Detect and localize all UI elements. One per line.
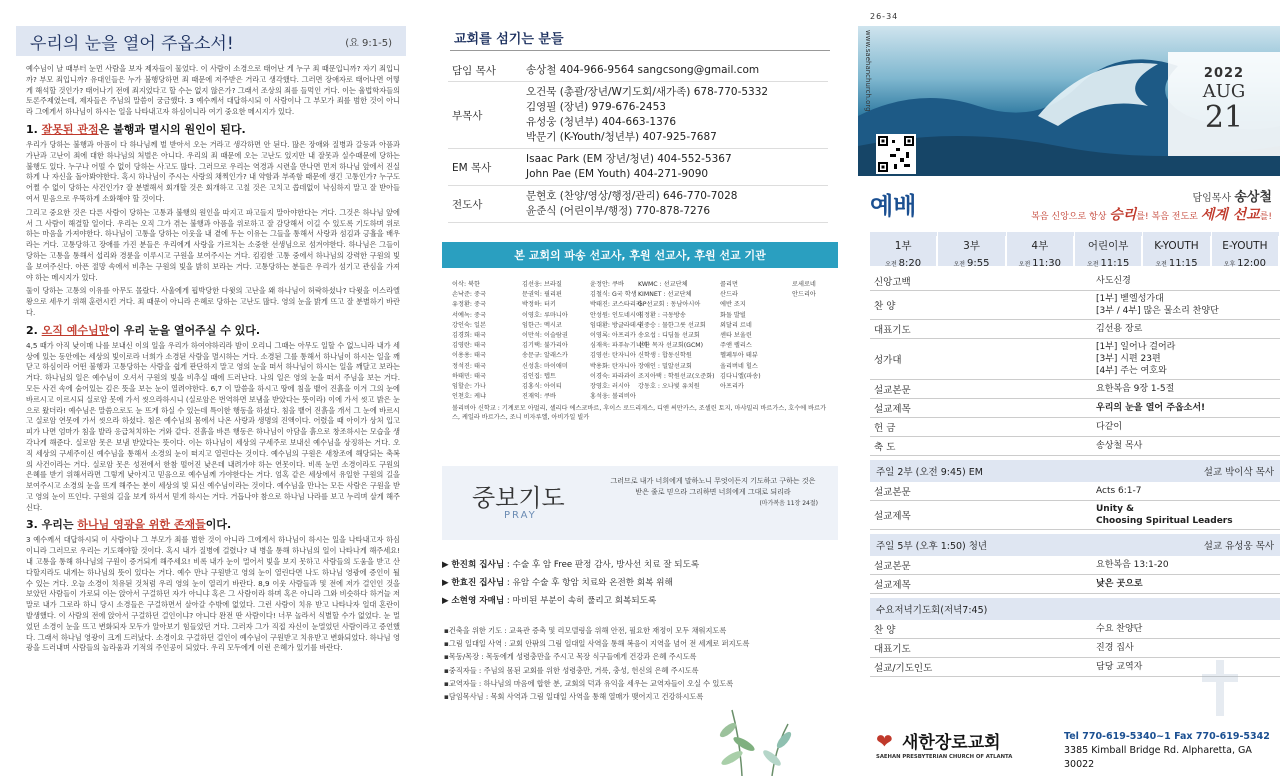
- mission-entry: 에반 조지: [720, 301, 746, 309]
- staff-row: [448, 82, 828, 149]
- service-name: 4부: [1007, 236, 1074, 253]
- mission-entry: 외달리 르네: [720, 321, 752, 329]
- mission-entry: 박정하: 터키: [522, 301, 556, 309]
- mission-entry: 김홍식: 아이티: [522, 383, 562, 391]
- mission-entry: 조지아택 : 학원선교(오준화): [638, 372, 715, 380]
- mission-entry: 이영록: 아프리카: [590, 332, 636, 340]
- order-value-line: [3부 / 4부] 많은 물소리 찬양단: [1096, 306, 1219, 316]
- service-name: 1부: [870, 236, 937, 253]
- staff-person: 송상철 404-966-9564 sangcsong@gmail.com: [526, 64, 760, 76]
- section-title: 수요저녁기도회(저녁7:45): [876, 605, 988, 616]
- order-value-line: Choosing Spiritual Leaders: [1096, 516, 1233, 526]
- mission-entry: 이삭: 북한: [452, 281, 480, 288]
- order-row: [870, 320, 1280, 339]
- sermon-paragraph: 4,5 때가 아직 낮이매 나를 보내신 이의 일을 우리가 하여야하리라 밤이 오리니 그때는 아무도 일할 수 없느니라 내가 세상에 있는 동안에는 세상의 빛이로라 너희가 소경된 사람을 멸시하는 거다. 소경된 그를 통해서 하나님이 하시는 일을 깨닫고 하심이라 어떤 불행과 고통당하는 사람을 쉽게 판단하지 말고 영의 눈을 떠서 하나님이 하시는 일을 깨달고 보라는 거다. 하나님의 일은 예수님이 오셔서 구원의 빛을 비추실 때에 드러난다. 나의 일은 영의 눈을 떠서 주님을 보는 거다. 모든 사건 속에 숨어있는 깊은 뜻을 보는 눈이 열려야한다. 6,7 이 말씀을 하시고 땅에 침을 뱉어 진흙을 이겨 그의 눈에 바르시고 이르시되 실로암 못에 가서 씻으라하시니 (실로암은 번역하면 보냄을 받았다는 뜻이라) 이에 가서 씻고 밝은 눈으로 왔더라! 예수님은 말씀으로도 눈 뜨게 하실 수 있는데 특이한 행동을 하셨다. 침을 뱉어 진흙을 개서 그 눈에 바르시고 실로암 연못에 가서 씻으라 하셨다. 침은 예수님의 몸에서 나온 사랑과 생명의 진액이다. 어렸을 때 아이가 상처 입고 피가 나면 엄마가 침을 발라 응급처치하는 거와 같다. 진흙을 바른 행동은 하나님이 아담을 흙으로 창조하시는 모습을 생각나게 해준다. 실로암 못은 보냄 받았다는 뜻이다. 이는 하나님이 세상의 구세주로 보내신 예수님을 상징하는 거다. 오직 세상의 구세주이신 예수님을 통해서 소경의 눈이 떠지고 열린다는 것이다. 예수님의 구원은 새창조에 해당되는 축복의 사건이라는 거다. 실로암 못은 성전에서 한참 떨어진 낮은데 내려가야 하는 연못이다. 비록 눈먼 소경이라도 구원의 은혜를 받기 위해서라면 그렇게 낮아지고 믿음으로 예수님께 가야한다는 거다. 엄혹 같은 세상에서 유일한 구원의 길을 보여주시고 소경의 눈을 뜨게 해주는 분이 세상의 빛 되신 예수님이라는 것이다. 예수님을 만나는 모든 사람은 구원을 받고 영의 눈이 뜨인다. 구원의 길을 보게 하셔서 믿게 하시는 거다. 거듭나야 참으로 하나님 나라를 보고 누리며 살게 해주신다.: [26, 340, 400, 512]
- order-value-line: 김선용 장로: [1096, 324, 1143, 334]
- order-value-line: [4부] 주는 여호와: [1096, 366, 1167, 376]
- service-ampm: 오전: [1087, 261, 1101, 268]
- mission-entry: 윤정안: 쿠바: [590, 281, 624, 288]
- order-value: [1096, 421, 1122, 433]
- mission-entry: 강인숙: 일본: [452, 321, 486, 329]
- mission-entry: [792, 392, 838, 402]
- mission-entry: 이경숙: 파라과이: [590, 372, 636, 380]
- order-row: [870, 291, 1280, 320]
- bullet-icon: ▪: [444, 652, 449, 662]
- address: 3385 Kimball Bridge Rd. Alpharetta, GA 30022: [1064, 745, 1252, 770]
- mission-entry: [792, 311, 838, 321]
- page-range: 26-34: [870, 12, 899, 21]
- prayer-note-text: 그림 일대일 사역 : 교회 안팎의 그림 일대일 사역을 통해 복음이 지역을 넘어 전 세계로 퍼지도록: [448, 639, 750, 649]
- divider: [450, 50, 830, 51]
- mission-entry: 김정환 : 극동방송: [638, 311, 686, 319]
- staff-row: [448, 149, 828, 186]
- order-value: [1096, 402, 1205, 414]
- sermon-paragraph: 그리고 중요한 것은 다른 사람이 당하는 고통과 불행의 원인을 따지고 파고들지 말아야한다는 거다. 그것은 하나님 앞에서 그 사람이 해결할 일이다. 우리는 오직 그가 겪는 불행과 아픔을 위로하고 잘 감당해서 이길 수 있도록 기도하며 위로하는 마음을 가져야한다. 하나님이 고통을 당하는 이웃을 내 곁에 두는 이유는 그들을 통해서 사랑과 섬김과 긍휼을 배우라는 거다. 고통당하고 장애를 가진 분들은 우리에게 사랑을 가르치는 소중한 선생님으로 섬겨야한다. 하나님은 그들이 당하는 고통을 통해서 섭리와 경륜을 이루시고 구원을 보여주시는 거다. 킴킴한 고통 중에서 하나님의 강력한 구원의 빛을 보여주신다. 아픈 절망 속에서 비추는 구원의 빛을 밝히 보라는 거다. 고통당하는 분들은 우리가 섬기고 관심을 가져야 하는 메시지가 있다.: [26, 207, 400, 282]
- order-value: [1096, 503, 1233, 527]
- order-value-line: Acts 6:1-7: [1096, 486, 1142, 496]
- mission-entry: [792, 341, 838, 351]
- mission-entry: 장영호: 러시아: [590, 383, 630, 391]
- order-value: [1096, 642, 1134, 654]
- mission-entry: 강동호 : 오나빛 유치원: [638, 383, 700, 391]
- sermon-point-2: 2. 오직 예수님만이 우리 눈을 열어주실 수 있다.: [26, 323, 261, 337]
- service-hour: 8:20: [898, 258, 922, 269]
- sermon-body: [26, 64, 400, 770]
- mission-entry: 김경희: 태국: [452, 332, 486, 340]
- mission-entry: 주앤 렐리스: [720, 342, 752, 350]
- order-value: [1096, 275, 1131, 287]
- sermon-title: 우리의 눈을 열어 주옵소서!: [30, 33, 234, 54]
- cross-icon: [1198, 660, 1242, 716]
- order-row: [870, 272, 1280, 291]
- qr-code-icon: [876, 134, 916, 174]
- service-ampm: 오후: [1223, 261, 1238, 268]
- church-logo: [876, 728, 1013, 760]
- mission-entry: 신성훈: 마이애미: [522, 362, 568, 370]
- mission-entry: 산드라: [720, 291, 738, 299]
- prayer-subtitle: PRAY: [504, 510, 537, 521]
- staff-row: [448, 60, 828, 82]
- mission-entry: [792, 362, 838, 372]
- service-clock: [1007, 253, 1074, 271]
- mission-entry: 김인집: 텝트: [522, 372, 556, 380]
- phone-fax: Tel 770-619-5340~1 Fax 770-619-5342: [1064, 731, 1270, 742]
- service-clock: [870, 253, 937, 271]
- prayer-header: [442, 466, 838, 540]
- staff-person: 오건묵 (총괄/장년/W기도회/새가족) 678-770-5332: [526, 86, 769, 98]
- prayer-bullet-icon: ▶: [442, 560, 452, 570]
- section-title: 주일 2부 (오전 9:45) EM: [876, 467, 983, 478]
- prayer-text: : 수술 후 암 Free 판정 감사, 방사선 치료 잘 되도록: [504, 560, 700, 570]
- service-hour: 9:55: [967, 258, 990, 269]
- mission-entry: 아프리카: [720, 383, 744, 391]
- date-month: AUG: [1202, 81, 1246, 102]
- order-value-line: 진경 집사: [1096, 643, 1134, 653]
- mission-entry: 홍석웅: 볼리비아: [590, 393, 636, 401]
- order-label: 설교제목: [874, 404, 911, 415]
- order-label: 헌 금: [874, 423, 896, 434]
- order-label: 성가대: [874, 355, 902, 366]
- order-value-line: [1부] 일어나 걸어라: [1096, 342, 1176, 352]
- staff-people: [526, 152, 732, 182]
- bullet-icon: ▪: [444, 665, 449, 675]
- service-section-header: [870, 460, 1280, 482]
- mission-entry: 콜리먼: [720, 281, 738, 288]
- staff-person: 박문기 (K-Youth/청년부) 407-925-7687: [526, 131, 717, 143]
- mission-entry: 김선웅: 브라질: [522, 281, 562, 288]
- staff-column: [422, 0, 858, 776]
- mission-entry: 이영호: 루마니아: [522, 311, 568, 319]
- order-value: [1096, 485, 1141, 497]
- staff-person: 윤준식 (어린이부/행정) 770-878-7276: [526, 205, 711, 217]
- mission-entry: GP선교회 : 동남아시아: [638, 301, 701, 309]
- mission-entry: 임한근: 멕시코: [522, 321, 562, 329]
- section-preacher: 설교 유성웅 목사: [1203, 541, 1274, 552]
- wave-image: [858, 26, 1280, 176]
- order-row: [870, 556, 1280, 575]
- prayer-name: 한진희 집사님: [451, 560, 505, 570]
- prayer-note: [444, 664, 844, 677]
- order-value-line: 송상철 목사: [1096, 441, 1143, 451]
- prayer-item: [442, 574, 838, 592]
- worship-order: [870, 272, 1280, 677]
- mission-entry: 신학생 : 합동신학원: [638, 352, 692, 360]
- order-label: 신앙고백: [874, 277, 911, 288]
- church-footer: [870, 720, 1280, 776]
- mission-entry: 박용화: 탄자니아: [590, 362, 636, 370]
- order-value-line: [3부] 시편 23편: [1096, 354, 1161, 364]
- staff-person: 김영필 (장년) 979-676-2453: [526, 101, 666, 113]
- mission-entry: 선한 목자 선교회(GCM): [638, 342, 704, 350]
- church-name-en: SAEHAN PRESBYTERIAN CHURCH OF ATLANTA: [876, 754, 1013, 760]
- mission-entry: 올리버네 힐스: [720, 362, 758, 370]
- order-label: 찬 양: [874, 301, 896, 312]
- service-name: K-YOUTH: [1143, 236, 1210, 253]
- order-value-line: 담당 교역자: [1096, 662, 1143, 672]
- staff-person: John Pae (EM Youth) 404-271-9090: [526, 168, 709, 180]
- prayer-name: 한효진 집사님: [451, 578, 505, 588]
- mission-entry: 서예녹: 중국: [452, 311, 486, 319]
- order-value: [1096, 661, 1142, 673]
- order-value: [1096, 293, 1219, 317]
- prayer-note-text: 담임목사님 : 목회 사역과 그림 일대일 사역을 통해 열매가 맺어지고 건강하시도록: [448, 692, 704, 702]
- service-clock: [1143, 253, 1210, 271]
- mission-entry: 문권익: 필리핀: [522, 291, 562, 299]
- prayer-list: [442, 556, 838, 610]
- sermon-point-1: 1. 잘못된 관점은 불행과 멸시의 원인이 된다.: [26, 122, 246, 136]
- service-time: [938, 232, 1006, 271]
- order-value-line: 다같이: [1096, 422, 1123, 432]
- order-label: 축 도: [874, 442, 896, 453]
- mission-entry: [720, 392, 792, 402]
- staff-list: [448, 60, 828, 223]
- mission-entry: 하태민: 태국: [452, 372, 486, 380]
- mission-entry: 송문규: 알래스카: [522, 352, 568, 360]
- order-row: [870, 482, 1280, 501]
- prayer-verse: 그러므로 내가 너희에게 말하노니 무엇이든지 기도하고 구하는 것은 받은 줄로 믿으라 그리하면 너희에게 그대로 되리라 (마가복음 11장 24절): [610, 477, 818, 507]
- bullet-icon: ▪: [444, 639, 449, 649]
- order-label: 설교본문: [874, 487, 911, 498]
- staff-people: [526, 85, 768, 145]
- mission-entry: 임대환: 방글라데시: [590, 321, 642, 329]
- order-row: [870, 339, 1280, 380]
- mission-entry: 이용용: 태국: [452, 352, 486, 360]
- order-value: [1096, 440, 1142, 452]
- leaf-decoration: [672, 700, 812, 776]
- prayer-name: 소현영 자매님: [451, 596, 505, 606]
- mission-entry: 김영선: 탄자니아: [590, 352, 636, 360]
- date-day: 21: [1204, 100, 1244, 135]
- order-value-line: Unity &: [1096, 504, 1134, 514]
- order-row: [870, 620, 1280, 639]
- prayer-text: : 유암 수술 후 항암 치료와 온전한 회복 위해: [504, 578, 673, 588]
- prayer-note-text: 중직자들 : 주님의 몸된 교회를 위한 성령충만, 거룩, 충성, 헌신의 은혜 주시도록: [448, 665, 699, 675]
- staff-person: 유성웅 (청년부) 404-663-1376: [526, 116, 677, 128]
- date-year: 2022: [1203, 66, 1245, 81]
- prayer-note: [444, 650, 844, 663]
- prayer-notes: [444, 624, 844, 703]
- service-section-header: [870, 534, 1280, 556]
- service-name: 3부: [938, 236, 1005, 253]
- service-time: [1143, 232, 1211, 271]
- prayer-item: [442, 592, 838, 610]
- head-pastor: 담임목사 송상철: [1192, 190, 1272, 205]
- staff-people: [526, 63, 759, 78]
- prayer-note: [444, 637, 844, 650]
- mission-entry: KWMC : 선교단체: [638, 281, 688, 288]
- order-value-line: 수요 찬양단: [1096, 624, 1143, 634]
- mission-entry: 진재익: 쿠바: [522, 393, 556, 401]
- staff-role: 전도사: [452, 198, 483, 211]
- service-ampm: 오전: [1018, 261, 1033, 268]
- service-ampm: 오전: [885, 261, 899, 268]
- bullet-icon: ▪: [444, 692, 449, 702]
- staff-row: [448, 186, 828, 223]
- worship-column: [858, 0, 1280, 776]
- mission-entry: 센타 보울린: [720, 332, 752, 340]
- mission-entry: 김다니엘(파송): [720, 372, 761, 380]
- mission-entry: 유정환: 중국: [452, 301, 486, 309]
- sermon-paragraph: 예수님이 날 때부터 눈먼 사람을 보자 제자들이 물었다. 이 사람이 소경으로 태어난 게 누구 죄 때문입니까? 자기 죄입니까? 부모 죄입니까? 유대인들은 누가 불행당하면 죄 때문에 저주받은 거라고 생각했다. 그러면 장애자로 태어나면 어떻게 해석할 것인가? 태어나기 전에 죄지었다고 할 수는 없지 않은가? 그래서 조상의 죄를 들먹인 거다. 이는 율법학자들의 토론주제였는데, 제자들은 주님의 말씀이 궁금했다. 3 예수께서 대답하시되 이 사람이나 그 부모가 죄를 범한 것이 아니라 그에게서 하나님이 하시는 일을 나타내고자 하심이니라 여기 중요한 메시지가 있다.: [26, 64, 400, 117]
- order-row: [870, 399, 1280, 418]
- order-label: 설교본문: [874, 561, 911, 572]
- order-value: [1096, 341, 1175, 377]
- mission-entry: 장애인 : 밀알선교회: [638, 362, 692, 370]
- service-times: [870, 232, 1280, 269]
- bullet-icon: ▪: [444, 626, 449, 635]
- prayer-bullet-icon: ▶: [442, 578, 452, 588]
- order-label: 대표기도: [874, 644, 911, 655]
- mission-note: 볼리비아 신학교 : 기계로모 아멀리, 셀리다 에스코바르, 후이스 로드리게스, 디엔 씨만카스, 조셀린 토지, 마샤밀리 바르가스, 호수에 바르가스, 케일라 바르가스, 조니 비자루엘, 아비가일 빌카: [452, 405, 827, 422]
- mission-entry: 임할순: 가나: [452, 383, 486, 391]
- mission-entry: KIMNET : 선교단체: [638, 291, 692, 299]
- section-title: 주일 5부 (오후 1:50) 청년: [876, 541, 988, 552]
- order-value-line: 우리의 눈을 열어 주옵소서!: [1096, 403, 1206, 413]
- section-preacher: 설교 박이삭 목사: [1203, 467, 1274, 478]
- order-label: 설교제목: [874, 511, 911, 522]
- order-row: [870, 437, 1280, 456]
- service-section-header: [870, 598, 1280, 620]
- prayer-item: [442, 556, 838, 574]
- staff-person: Isaac Park (EM 장년/청년) 404-552-5367: [526, 153, 732, 165]
- service-clock: [1212, 253, 1279, 271]
- sermon-reference: (요 9:1-5): [345, 37, 392, 49]
- mission-entry: [792, 351, 838, 361]
- church-contact: [1064, 730, 1280, 772]
- website-url: www.saehanchurch.org: [864, 30, 872, 112]
- prayer-text: : 마비된 부분이 속히 풀리고 회복되도록: [504, 596, 657, 606]
- order-value: [1096, 578, 1143, 590]
- mission-entry: 박태진: 코스타리카: [590, 301, 642, 309]
- sermon-point-3: 3. 우리는 하나님 영광을 위한 존재들이다.: [26, 518, 232, 532]
- date-box: [1168, 52, 1280, 156]
- mission-entry: [638, 392, 720, 402]
- prayer-note: [444, 677, 844, 690]
- mission-entry: 정석진: 태국: [452, 362, 486, 370]
- order-row: [870, 501, 1280, 530]
- sermon-paragraph: 우리가 당하는 불행과 아픔이 다 하나님께 벌 받아서 오는 거라고 생각하면 안 된다. 많은 장애와 질병과 갈등과 아픔과 가난과 고난이 죄에 대한 하나님의 처벌은 아니다. 우리의 죄 때문에 오는 고난도 있지만 내 잘못과 실수때문에 당하는 불행도 있다. 누구나 어떨 수 없이 당하는 사고도 많다. 그러므로 우리는 역경과 시련을 만나면 먼저 하나님 앞에서 진실하게 나 자신을 돌아봐야한다. 혹시 하나님이 주시는 사랑의 채찍인가? 내 약함과 부족함 때문에 생긴 고통인가? 누구도 어쩔 수 없이 당하는 사건인가? 잘 분별해서 회개할 것은 회개하고 고칠 것은 고치고 씁데없이 낙심하지 말고 잘 받아들여서 믿음으로 우뚝하게 소화해야 할 것이다.: [26, 139, 400, 203]
- order-label: 설교본문: [874, 385, 911, 396]
- service-hour: 11:15: [1168, 258, 1198, 269]
- church-name: 새한장로교회: [902, 733, 1001, 753]
- order-row: [870, 639, 1280, 658]
- mission-entry: 손낙준: 중국: [452, 291, 486, 299]
- service-time: [1007, 232, 1075, 271]
- sermon-column: [0, 0, 422, 776]
- service-ampm: 오전: [953, 261, 967, 268]
- mission-banner: 본 교회의 파송 선교사, 후원 선교사, 후원 선교 기관: [442, 242, 838, 268]
- order-value: [1096, 623, 1142, 635]
- order-value-line: 요한복음 13:1-20: [1096, 560, 1169, 570]
- staff-people: [526, 189, 737, 219]
- staff-role: 부목사: [452, 109, 483, 122]
- service-hour: 11:30: [1032, 258, 1061, 269]
- mission-entry: 김철식: G국 학생: [590, 291, 637, 299]
- service-name: 어린이부: [1075, 236, 1142, 253]
- service-time: [1212, 232, 1280, 271]
- order-value-line: 사도신경: [1096, 276, 1131, 286]
- order-label: 대표기도: [874, 325, 911, 336]
- staff-title: 교회를 섬기는 분들: [454, 32, 564, 47]
- order-label: 설교/기도인도: [874, 663, 933, 674]
- service-clock: [1075, 253, 1142, 271]
- service-clock: [938, 253, 1005, 271]
- order-row: [870, 418, 1280, 437]
- sermon-header: [16, 26, 406, 56]
- mission-entry: 심재욱: 파푸뉴기니아: [590, 342, 648, 350]
- sermon-paragraph: 3 예수께서 대답하시되 이 사람이나 그 부모가 죄를 범한 것이 아니라 그에게서 하나님이 하시는 일을 나타내고자 하심이니라 그러므로 우리는 기도해야할 것이다. 혹시 내가 질병에 걸렸나? 내 병을 통해 하나님의 일이 나타나게 해주세요! 내 고통을 통해 하나님의 구원이 증거되게 해주세요! 비록 내가 눈이 멀어서 빛을 보지 못하고 사람들의 도움을 받고 산다할지라도 내게는 하나님의 뜻이 있다는 거다. 예수 만나 구원받고 영의 눈이 열린다면 나도 하나님 영광에 증인이 될 수 있는 거다. 오늘 소경이 치유된 것처럼 우리 영의 눈이 열리기 바란다. 8,9 이웃 사람들과 및 전에 저가 걸인인 것을 보았던 사람들이 가로되 이는 앉아서 구걸하던 자가 아니냐 혹은 그 사람이라 하며 혹은 아니라 그와 비슷하다 하거늘 저 말로 내가 그로라 하니 당시 소경들은 구걸하면서 살아갈 수밖에 없었다. 그런 사람이 치유 받고 나타나자 일대 혼란이 발생했다. 이 사람의 전에 앉아서 구걸하던 걸인이냐? 아니다 완전 딴 사람이다! 너무 놀라서 식별할 수가 없었다. 눈 멀었던 소경이 눈을 뜨고 변화되자 모두가 알아보기 힘들었던 거다. 그러자 그가 직접 자신이 눈멀었던 사람이라고 증언했다. 그래서 하나님 영광이 크게 드러났다. 소경이요 구걸하던 걸인이 예수님이 구원받고 치유받고 변화되었다. 하나님 영광을 드러내며 사람들의 놀라움과 기적의 주인공이 되었다. 우리 모두에게 이런 은혜가 있기를 바란다.: [26, 535, 400, 653]
- order-value: [1096, 559, 1169, 571]
- mission-entry: [792, 300, 838, 310]
- order-row: [870, 380, 1280, 399]
- order-value-line: 낮은 곳으로: [1096, 579, 1143, 589]
- mission-entry: 안드리아: [792, 291, 816, 299]
- sermon-paragraph: 둘이 당하는 고통의 이유를 아무도 몰랐다. 사울에게 핍박당한 다윗의 고난을 왜 하나님이 허락하셨나? 다윗을 이스라엘왕으로 세우기 위해 훈련시킨 거다. 죄 때문이 아니라 은혜로 당하는 고난도 많다. 영의 눈을 밝게 뜨고 잘 분별하기 바란다.: [26, 286, 400, 317]
- service-time: [1075, 232, 1143, 271]
- prayer-note-text: 교역자들 : 하나님의 마음에 합한 분, 교회의 덕과 유익을 세우는 교역자들이 오실 수 있도록: [448, 678, 734, 688]
- order-value: [1096, 323, 1142, 335]
- mission-entry: 화돌 발빌: [720, 311, 746, 319]
- order-value-line: 요한복음 9장 1-5절: [1096, 384, 1175, 394]
- church-slogan: 복음 신앙으로 항상 승리를! 복음 전도로 세계 선교를!: [1031, 207, 1272, 223]
- mission-entry: [792, 372, 838, 382]
- order-label: 설교제목: [874, 580, 911, 591]
- mission-entry: 인천호: 케냐: [452, 393, 486, 401]
- staff-role: 담임 목사: [452, 65, 496, 77]
- mission-entry: 송요섭 : 디딤돌 선교회: [638, 332, 700, 340]
- staff-role: EM 목사: [452, 161, 492, 174]
- prayer-note: [444, 624, 844, 637]
- mission-list: [452, 280, 832, 422]
- mission-entry: [792, 321, 838, 331]
- staff-person: 문현호 (찬양/영상/행정/관리) 646-770-7028: [526, 190, 738, 202]
- order-value: [1096, 383, 1174, 395]
- worship-title: 예배: [870, 192, 917, 220]
- prayer-note-text: 건축을 위한 기도 : 교육관 증축 및 리모델링을 위해 안전, 필요한 재정이 모두 채워지도록: [448, 626, 727, 635]
- mission-entry: 권중승 : 물한그릇 선교회: [638, 321, 706, 329]
- mission-entry: 로세로네: [792, 281, 816, 288]
- mission-entry: [792, 331, 838, 341]
- order-label: 찬 양: [874, 625, 896, 636]
- service-name: E-YOUTH: [1212, 236, 1279, 253]
- prayer-bullet-icon: ▶: [442, 596, 452, 606]
- mission-entry: 김영란: 태국: [452, 342, 486, 350]
- mission-entry: 이만석: 이슬람권: [522, 332, 568, 340]
- mission-entry: 김기택: 불가리아: [522, 342, 568, 350]
- mission-entry: 헬페투아 테뷰: [720, 352, 758, 360]
- mission-entry: 안성원: 인도네시아: [590, 311, 642, 319]
- bullet-icon: ▪: [444, 678, 449, 688]
- prayer-title: 중보기도: [472, 484, 565, 512]
- heart-logo-icon: ❤: [876, 728, 893, 753]
- service-ampm: 오전: [1155, 261, 1169, 268]
- prayer-note-text: 목동/목장 : 목동에게 성령충만을 주시고 목장 식구들에게 건강과 은혜 주시도록: [448, 652, 697, 662]
- service-hour: 11:15: [1100, 258, 1130, 269]
- order-row: [870, 575, 1280, 594]
- service-time: [870, 232, 938, 271]
- service-hour: 12:00: [1237, 258, 1266, 269]
- order-value-line: [1부] 벧엘성가대: [1096, 294, 1164, 304]
- mission-entry: [792, 382, 838, 392]
